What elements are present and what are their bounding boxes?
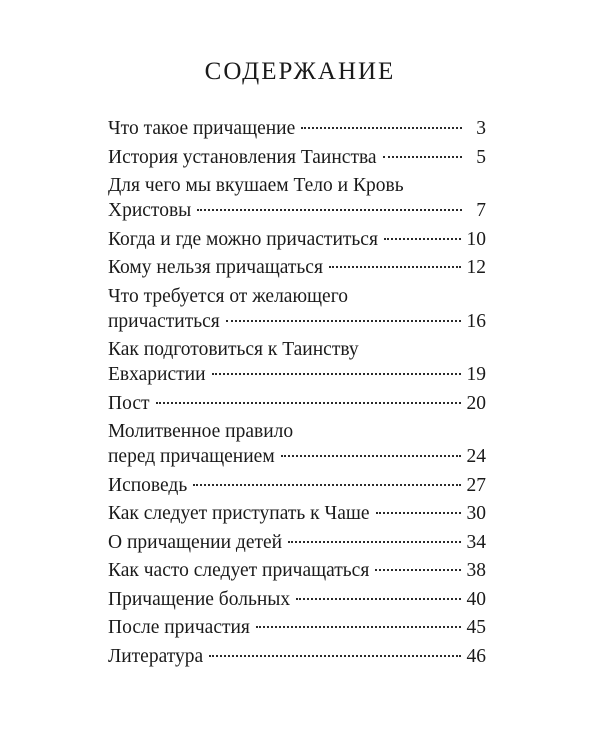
dot-leader: [296, 598, 460, 600]
toc-entry: [108, 116, 486, 141]
toc-entry-title-continued: Евхаристии: [108, 364, 206, 385]
page-title: СОДЕРЖАНИЕ: [204, 58, 396, 85]
toc-page-number: 24: [466, 446, 486, 467]
dot-leader: [209, 655, 460, 657]
toc-entry: [108, 255, 486, 280]
toc-entry-title: Кому нельзя причащаться: [108, 257, 323, 278]
toc-entry: [108, 337, 486, 387]
toc-entry: [108, 391, 486, 416]
toc-entry: [108, 501, 486, 526]
dot-leader: [197, 209, 462, 211]
toc-entry: [108, 558, 486, 583]
toc-entry: [108, 284, 486, 334]
toc-page-number: 30: [466, 503, 486, 524]
toc-entry-title-continued: перед причащением: [108, 446, 275, 467]
dot-leader: [376, 512, 461, 514]
toc-entry: [108, 419, 486, 469]
toc-entry: [108, 145, 486, 170]
toc-page-number: 46: [466, 645, 486, 667]
toc-entry-title-continued: причаститься: [108, 310, 220, 332]
dot-leader: [212, 373, 461, 375]
toc-page-number: 45: [466, 617, 486, 638]
dot-leader: [226, 320, 461, 322]
toc-entry: [108, 227, 486, 252]
toc-page-number: 16: [466, 310, 486, 332]
toc-entry-title: Как часто следует причащаться: [108, 560, 370, 581]
toc-page-number: 3: [476, 118, 486, 139]
toc-entry-title: Когда и где можно причаститься: [108, 228, 378, 250]
dot-leader: [193, 484, 460, 486]
toc-page-number: 12: [466, 257, 486, 278]
dot-leader: [384, 238, 461, 240]
toc-entry: [108, 587, 486, 612]
dot-leader: [383, 156, 462, 158]
toc-entry-title: Причащение больных: [108, 588, 291, 610]
dot-leader: [256, 626, 461, 628]
toc-page-number: 10: [466, 228, 486, 250]
toc-page-number: 38: [466, 560, 486, 581]
dot-leader: [288, 541, 460, 543]
toc-page-number: 19: [466, 364, 486, 385]
dot-leader: [329, 266, 461, 268]
dot-leader: [375, 569, 460, 571]
toc-entry-title: Что такое причащение: [108, 118, 296, 139]
toc-entry-title: После причастия: [108, 617, 250, 638]
toc-entry-title: Пост: [108, 392, 150, 414]
toc-entry: [108, 473, 486, 498]
toc-entry: [108, 530, 486, 555]
toc-entry: [108, 173, 486, 223]
dot-leader: [301, 127, 462, 129]
toc-page-number: 40: [466, 588, 486, 610]
toc-entry-title: О причащении детей: [108, 531, 283, 553]
toc-page-number: 5: [476, 146, 486, 168]
toc-entry-title: Что требуется от желающего: [108, 285, 348, 307]
toc-entry-title: Литература: [108, 645, 204, 667]
toc-page-number: 7: [476, 200, 486, 221]
dot-leader: [281, 455, 461, 457]
toc-page-number: 27: [466, 474, 486, 496]
toc-entry-title: Исповедь: [108, 474, 188, 496]
toc-entry-title: Как подготовиться к Таинству: [108, 339, 359, 360]
toc-entry: [108, 644, 486, 669]
toc-entry-title: История установления Таинства: [108, 146, 377, 168]
toc-page-number: 20: [466, 392, 486, 414]
table-of-contents: [108, 116, 486, 672]
dot-leader: [156, 402, 461, 404]
toc-entry-title: Молитвенное правило: [108, 421, 294, 442]
toc-entry-title-continued: Христовы: [108, 200, 192, 221]
toc-page-number: 34: [466, 531, 486, 553]
toc-entry-title: Для чего мы вкушаем Тело и Кровь: [108, 175, 404, 196]
toc-entry: [108, 615, 486, 640]
toc-entry-title: Как следует приступать к Чаше: [108, 503, 370, 524]
